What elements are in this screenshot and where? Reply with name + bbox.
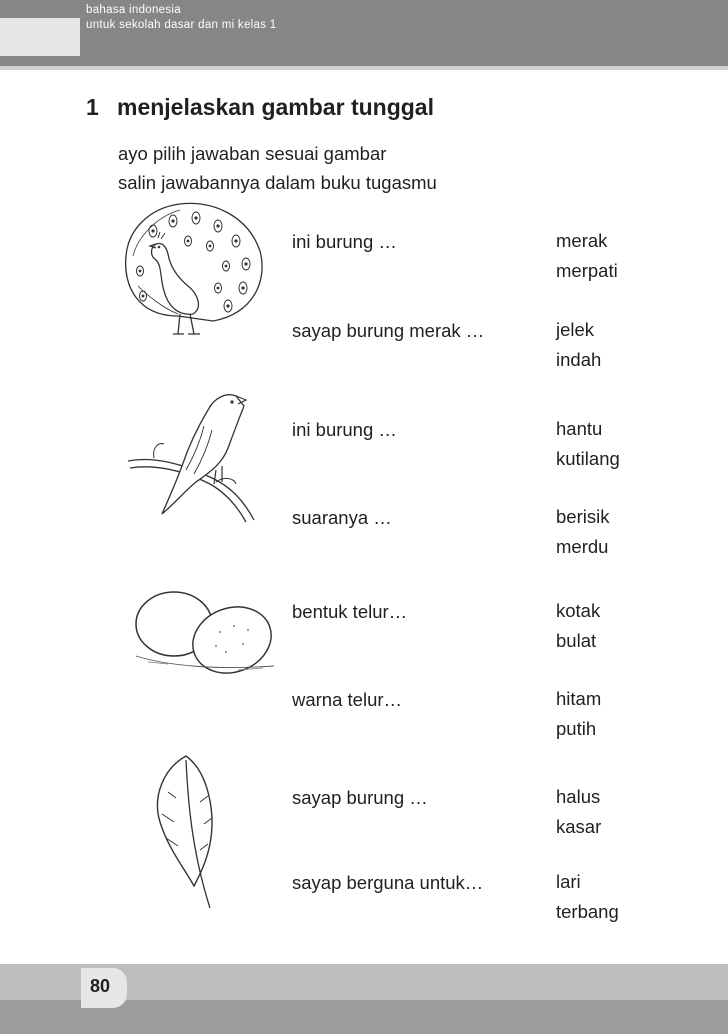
header-tab	[0, 18, 80, 56]
options-3	[556, 414, 620, 474]
peacock-illustration	[118, 196, 268, 346]
page-number: 80	[90, 976, 111, 996]
options-7	[556, 782, 601, 842]
section-number: 1	[86, 94, 99, 120]
book-title: bahasa indonesia	[86, 4, 181, 16]
question-5: bentuk telur…	[292, 601, 408, 622]
question-2: sayap burung merak …	[292, 320, 485, 341]
page-header	[0, 0, 728, 66]
question-4: suaranya …	[292, 507, 392, 528]
book-subtitle: untuk sekolah dasar dan mi kelas 1	[86, 19, 277, 31]
option-3b: kutilang	[556, 448, 620, 469]
options-5	[556, 596, 600, 656]
question-8: sayap berguna untuk…	[292, 872, 484, 893]
question-6: warna telur…	[292, 689, 403, 710]
instruction-line-1: ayo pilih jawaban sesuai gambar	[118, 143, 387, 164]
eggs-illustration	[128, 582, 278, 682]
option-6a: hitam	[556, 688, 602, 709]
header-text	[86, 3, 276, 33]
option-8b: terbang	[556, 901, 619, 922]
option-1a: merak	[556, 230, 608, 251]
options-2	[556, 315, 601, 375]
option-2a: jelek	[556, 319, 595, 340]
question-1: ini burung …	[292, 231, 397, 252]
option-2b: indah	[556, 349, 602, 370]
feather-illustration	[148, 752, 238, 912]
options-6	[556, 684, 601, 744]
option-8a: lari	[556, 871, 581, 892]
option-7a: halus	[556, 786, 601, 807]
option-7b: kasar	[556, 816, 602, 837]
option-3a: hantu	[556, 418, 603, 439]
options-8	[556, 867, 619, 927]
option-4a: berisik	[556, 506, 610, 527]
section-title: menjelaskan gambar tunggal	[117, 94, 434, 120]
options-1	[556, 226, 618, 286]
option-4b: merdu	[556, 536, 609, 557]
option-1b: merpati	[556, 260, 618, 281]
header-divider	[0, 66, 728, 70]
option-5b: bulat	[556, 630, 597, 651]
question-3: ini burung …	[292, 419, 397, 440]
options-4	[556, 502, 609, 562]
instruction-line-2: salin jawabannya dalam buku tugasmu	[118, 172, 437, 193]
option-6b: putih	[556, 718, 597, 739]
question-7: sayap burung …	[292, 787, 428, 808]
bird-on-branch-illustration	[124, 386, 272, 526]
option-5a: kotak	[556, 600, 601, 621]
